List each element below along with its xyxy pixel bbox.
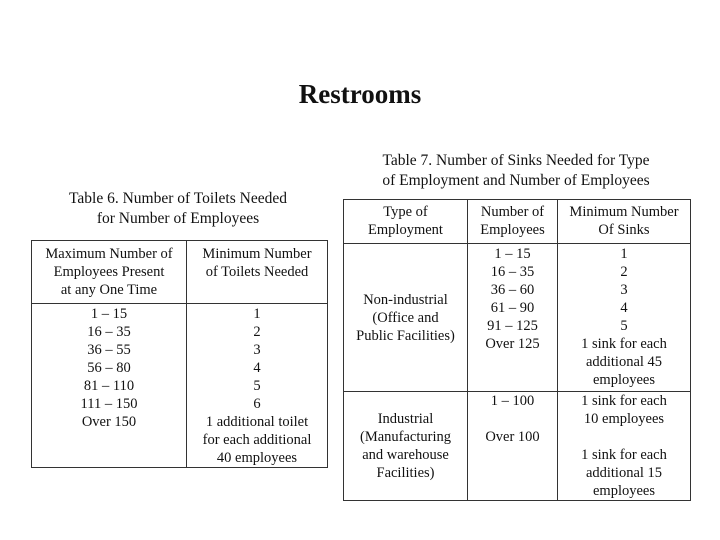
toilets-cell — [187, 304, 328, 468]
cell-value: 1 — [253, 306, 261, 322]
header-text: Of Sinks — [598, 222, 650, 238]
table7-caption — [343, 151, 689, 191]
spacer — [558, 428, 690, 446]
cell-value: Industrial — [377, 411, 434, 427]
employees-cell — [468, 392, 558, 501]
table7-caption-line: of Employment and Number of Employees — [382, 172, 650, 189]
header-text: Number of — [480, 204, 545, 220]
cell-value: 6 — [253, 396, 261, 412]
header-number-of-employees — [468, 200, 558, 244]
cell-value: employees — [592, 483, 655, 499]
cell-value: 1 – 100 — [490, 393, 535, 409]
table6-caption — [30, 189, 326, 229]
cell-value: 5 — [620, 318, 628, 334]
cell-value: 1 – 15 — [90, 306, 128, 322]
cell-value: Non-industrial — [363, 291, 448, 308]
cell-value: 1 additional toilet — [205, 414, 309, 430]
table7-caption-line: Table 7. Number of Sinks Needed for Type — [382, 152, 650, 169]
cell-value: 3 — [253, 342, 261, 358]
cell-value: Over 125 — [485, 336, 540, 352]
cell-value: 56 – 80 — [87, 360, 131, 376]
table-row — [344, 392, 691, 501]
table-header-row — [344, 200, 691, 244]
header-text: Employment — [368, 222, 443, 238]
header-text: Minimum Number — [202, 246, 312, 262]
cell-value: additional 45 — [585, 354, 663, 370]
cell-value: (Manufacturing — [360, 429, 451, 445]
table-row — [32, 304, 328, 468]
table-header-row — [32, 241, 328, 304]
cell-value: 10 employees — [583, 411, 665, 427]
toilets-table — [31, 240, 328, 468]
cell-value: 1 sink for each — [581, 393, 667, 409]
cell-value: 91 – 125 — [487, 318, 538, 334]
header-text: Minimum Number — [569, 204, 679, 220]
cell-value: Facilities) — [376, 465, 435, 481]
sinks-cell — [558, 244, 691, 392]
header-text: of Toilets Needed — [205, 264, 309, 280]
cell-value: and warehouse — [362, 447, 449, 463]
employment-type-cell — [344, 392, 468, 501]
employment-type-cell — [344, 244, 468, 392]
cell-value: 1 – 15 — [494, 246, 531, 262]
table6-caption-line: for Number of Employees — [96, 210, 260, 227]
cell-value: 1 sink for each — [581, 336, 667, 352]
cell-value: 2 — [620, 264, 628, 280]
cell-value: Public Facilities) — [356, 327, 455, 344]
cell-value: additional 15 — [585, 465, 663, 481]
employees-cell — [32, 304, 187, 468]
cell-value: for each additional — [202, 432, 312, 448]
header-type-of-employment — [344, 200, 468, 244]
cell-value: 1 sink for each — [581, 447, 667, 463]
cell-value: employees — [592, 372, 655, 388]
sinks-cell — [558, 392, 691, 501]
spacer — [468, 410, 557, 428]
cell-value: 36 – 55 — [87, 342, 131, 358]
cell-value: 2 — [253, 324, 261, 340]
cell-value: 4 — [620, 300, 628, 316]
cell-value: 16 – 35 — [87, 324, 131, 340]
cell-value: 5 — [253, 378, 261, 394]
page-title: Restrooms — [298, 79, 422, 109]
cell-value: 1 — [620, 246, 628, 262]
cell-value: 40 employees — [216, 450, 298, 466]
cell-value: Over 150 — [81, 414, 137, 430]
table-row — [344, 244, 691, 392]
cell-value: 111 – 150 — [80, 396, 138, 412]
header-text: Maximum Number of — [45, 246, 173, 262]
cell-value: 36 – 60 — [490, 282, 535, 298]
cell-value: 16 – 35 — [490, 264, 535, 280]
employees-cell — [468, 244, 558, 392]
sinks-table — [343, 199, 691, 501]
header-text: at any One Time — [60, 282, 158, 298]
header-text: Employees — [480, 222, 545, 238]
header-min-toilets — [187, 241, 328, 304]
header-min-sinks — [558, 200, 691, 244]
table6-caption-line: Table 6. Number of Toilets Needed — [69, 190, 287, 207]
cell-value: 81 – 110 — [83, 378, 135, 394]
header-text: Employees Present — [53, 264, 165, 280]
header-text: Type of — [383, 204, 428, 220]
cell-value: 4 — [253, 360, 261, 376]
cell-value: 61 – 90 — [490, 300, 535, 316]
cell-value: Over 100 — [485, 429, 540, 445]
cell-value: 3 — [620, 282, 628, 298]
cell-value: (Office and — [372, 309, 439, 326]
header-max-employees — [32, 241, 187, 304]
